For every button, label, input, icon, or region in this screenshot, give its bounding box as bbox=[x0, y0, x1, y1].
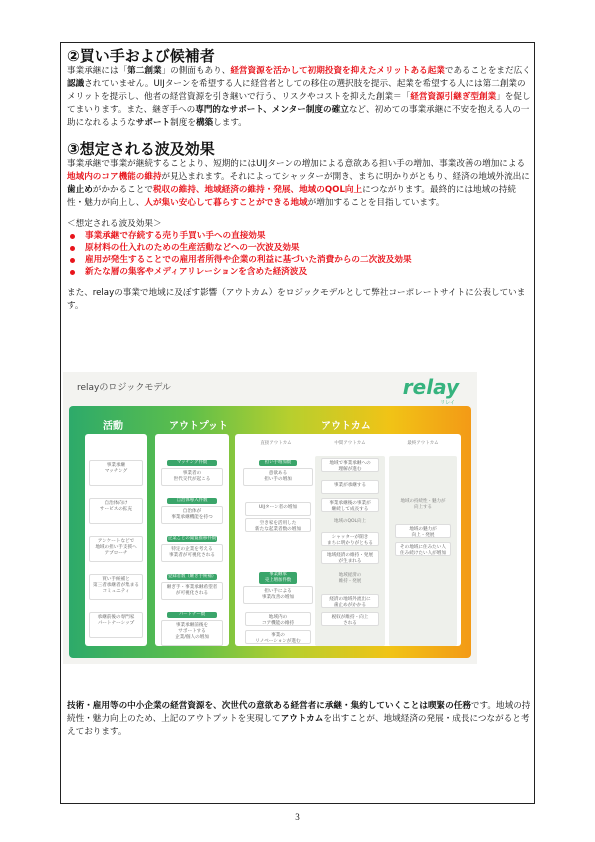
final-outcome-box: その地域に住みたい人 住み続けたい人が増加 bbox=[395, 542, 451, 556]
output-box: 事業者の 世代交代が起こる bbox=[161, 468, 223, 486]
output-box: 自治体が 事業承継機能を持つ bbox=[161, 506, 223, 524]
direct-outcome-box: 事業の リノベーションが進む bbox=[245, 630, 311, 644]
relay-note: また、relayの事業で地域に及ぼす影響（アウトカム）をロジックモデルとして弊社コーポレートサイトに公表しています。 bbox=[67, 288, 526, 311]
outcome-subheader: 最終アウトカム bbox=[407, 441, 439, 446]
effects-item: 新たな層の集客やメディアリレーションを含めた経済波及 bbox=[67, 266, 532, 278]
outcome-subheader: 中間アウトカム bbox=[334, 441, 366, 446]
mid-outcome-box: 地域で事業承継への 理解が進む bbox=[321, 458, 379, 472]
mid-outcome-box: 税収が維持・向上 される bbox=[321, 612, 379, 626]
logic-model-figure bbox=[63, 372, 477, 664]
mid-outcome-box: 事業が承継する bbox=[321, 480, 379, 494]
output-pill: 企業ごとの閲覧推移件数 bbox=[167, 536, 217, 541]
mid-outcome-box: 地域経済の維持・発展 が生まれる bbox=[321, 550, 379, 564]
direct-outcome-box: 地域内の コア機能の維持 bbox=[245, 612, 311, 626]
output-pill: 登録者数（継ぎ手候補） bbox=[167, 574, 217, 579]
activity-header: 活動 bbox=[103, 421, 123, 432]
output-pill: マッチング件数 bbox=[167, 460, 217, 466]
direct-outcome-box: 担い手による 事業改善の増加 bbox=[243, 586, 313, 604]
page-number: 3 bbox=[295, 812, 300, 822]
mid-outcome-box: シャッターが開き まちに明かりがともる bbox=[321, 532, 379, 546]
direct-outcome-box: 意欲ある 担い手の増加 bbox=[243, 468, 313, 486]
direct-outcome-box: UIJターン者の増加 bbox=[245, 502, 311, 516]
bullet-icon bbox=[70, 258, 75, 263]
final-outcome-heading: 地域の持続性・魅力が 向上する bbox=[400, 499, 446, 510]
direct-outcome-box: 空き家を活用した 新たな起業者数の増加 bbox=[245, 518, 311, 532]
effects-item: 事業承継で存続する売り手買い手への直接効果 bbox=[67, 230, 532, 242]
outcome-pill: 事業継承 売上増加件数 bbox=[259, 572, 297, 584]
mid-outcome-box: 経済の地域外流出に 歯止めがかかる bbox=[321, 594, 379, 608]
output-pill: 自治体導入件数 bbox=[167, 498, 217, 504]
effects-list bbox=[67, 230, 532, 278]
activity-box: 自治体向け サービスの拡充 bbox=[89, 498, 143, 524]
effects-item: 雇用が発生することでの雇用者所得や企業の利益に基づいた消費からの二次波及効果 bbox=[67, 254, 532, 266]
bullet-icon bbox=[70, 270, 75, 275]
closing-paragraph bbox=[67, 700, 532, 739]
effects-item: 原材料の仕入れのための生産活動などへの一次波及効果 bbox=[67, 242, 532, 254]
final-outcome-box: 地域の魅力が 向上・発展 bbox=[395, 524, 451, 538]
output-pill: パートナー数 bbox=[167, 612, 217, 618]
output-box: 継ぎ手・事業承継希望者 が可視化される bbox=[161, 582, 223, 600]
outcome-subheader: 直接アウトカム bbox=[260, 441, 292, 446]
mid-outcome-heading: 地域経済の 維持・発展 bbox=[338, 573, 362, 584]
bullet-icon bbox=[70, 246, 75, 251]
bullet-icon bbox=[70, 234, 75, 239]
output-box: 特定の企業を考える 事業者が可視化される bbox=[161, 544, 223, 562]
activity-box: 承継前後の専門家 パートナーシップ bbox=[89, 612, 143, 638]
mid-outcome-heading: 地域のQOL向上 bbox=[333, 519, 367, 524]
section3-paragraph: 事業承継で事業が継続することより、短期的にはUIJターンの増加による意欲ある担い手の増加、事業改善の増加による地域内のコア機能の維持が見込まれます。それによってシャッターが開き、まちに明かりがともり、経済の地域外流出に歯止めがかかることで税収の維持、地域経済の維持・発展、地域のQOL向上につながります。最終的には地域の持続性・魅力が向上し、人が集い安心して暮らすことができる地域が増加することを目指しています。 bbox=[67, 159, 530, 208]
activity-box: アンケートなどで 地域の担い手支援へ アプローチ bbox=[89, 536, 143, 562]
main-content bbox=[67, 47, 532, 313]
section2-title: ②買い手および候補者 bbox=[67, 47, 215, 65]
outcome-header: アウトカム bbox=[321, 421, 371, 432]
section3-title: ③想定される波及効果 bbox=[67, 140, 215, 158]
effects-heading: ＜想定される波及効果＞ bbox=[67, 219, 162, 229]
relay-logo: relay bbox=[402, 375, 459, 399]
section2-paragraph: 事業承継には「第二創業」の側面もあり、経営資源を活かして初期投資を抑えたメリットある起業であることをまだ広く認識されていません。UIJターンを希望する人に経営者としての移住の選択肢を提示、起業を希望する人には第二創業のメリットを提示し、他者の経営資源を引き継いで行う、リスクやコストを抑えた創業＝「経営資源引継ぎ型創業」を促してまいります。また、継ぎ手への専門的なサポート、メンター制度の確立など、初めての事業承継に不安を抱える人の一助になれるようなサポート制度を構築します。 bbox=[67, 66, 531, 128]
closing-text: 技術・雇用等の中小企業の経営資源を、次世代の意欲ある経営者に承継・集約していくことは喫緊の任務です。地域の持続性・魅力向上のため、上記のアウトプットを実現してアウトカムを出すことが、地域経済の発展・成長につながると考えております。 bbox=[67, 701, 531, 737]
activity-box: 買い手候補と 第三者承継者が集まる コミュニティ bbox=[89, 574, 143, 600]
output-box: 事業承継前後を サポートする 企業/個人の増加 bbox=[161, 620, 223, 646]
output-header: アウトプット bbox=[169, 421, 228, 432]
relay-logo-sub: リレイ bbox=[440, 400, 455, 406]
logic-model-title: relayのロジックモデル bbox=[77, 383, 171, 393]
outcome-pill: 担い手増加数 bbox=[259, 460, 297, 466]
activity-box: 事業承継 マッチング bbox=[89, 460, 143, 486]
mid-outcome-box: 事業承継後の事業が 継続して成長する bbox=[321, 498, 379, 512]
